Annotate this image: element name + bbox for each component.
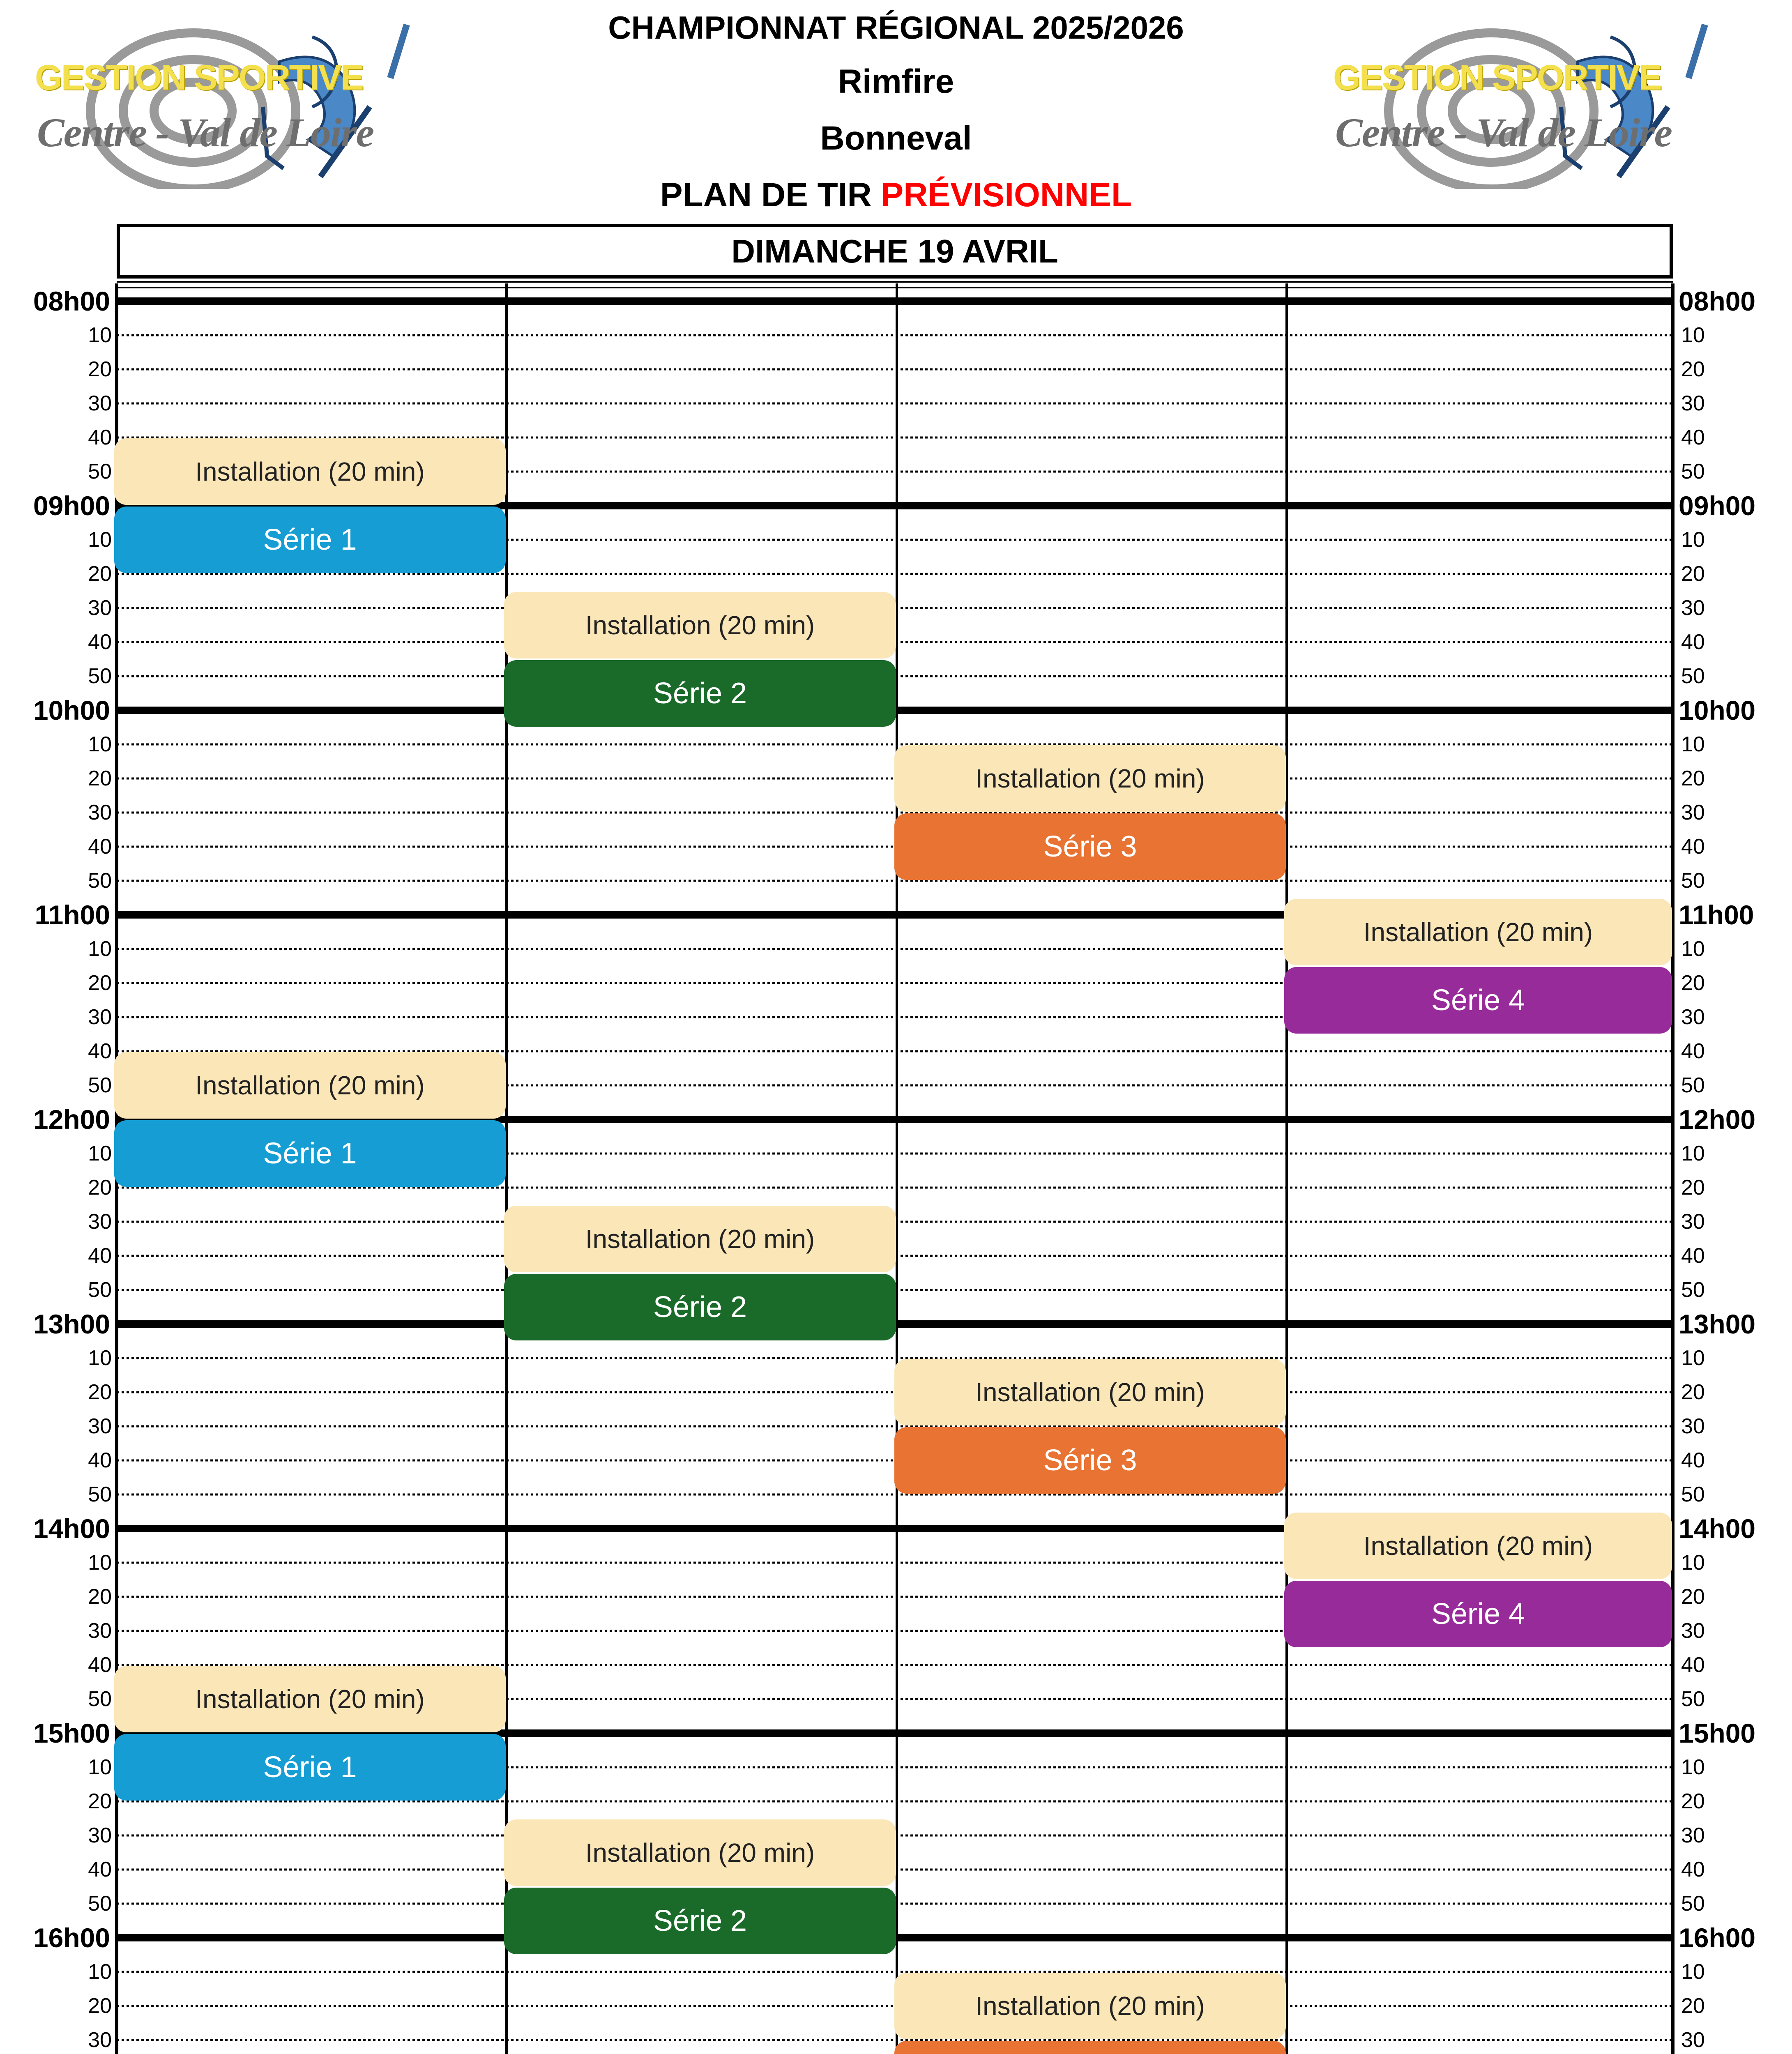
minute-label-left: 30 (88, 391, 112, 415)
serie-block: Série 2 (504, 660, 896, 727)
serie-block: Série 2 (504, 1888, 896, 1954)
logo-text-line1: GESTION SPORTIVE (35, 58, 363, 97)
minute-label-left: 20 (88, 1585, 112, 1609)
hour-label-right: 09h00 (1679, 490, 1756, 521)
logo-text-line2: Centre - Val de Loire (1335, 110, 1672, 155)
minute-label-right: 20 (1681, 1585, 1705, 1609)
minute-label-left: 20 (88, 562, 112, 586)
hour-label-left: 11h00 (35, 900, 110, 930)
minute-label-right: 20 (1681, 1380, 1705, 1404)
minute-label-left: 40 (88, 835, 112, 859)
minute-label-left: 40 (88, 426, 112, 449)
installation-block: Installation (20 min) (114, 1052, 506, 1119)
minute-label-right: 10 (1681, 1960, 1705, 1984)
minute-label-left: 50 (88, 869, 112, 893)
minute-label-right: 20 (1681, 1994, 1705, 2018)
minute-label-right: 30 (1681, 1005, 1705, 1029)
minute-label-left: 30 (88, 1824, 112, 1847)
minute-label-left: 10 (88, 937, 112, 961)
minute-label-right: 10 (1681, 528, 1705, 552)
minute-label-right: 50 (1681, 1687, 1705, 1711)
logo-text-line2: Centre - Val de Loire (37, 110, 374, 155)
minute-label-left: 30 (88, 2028, 112, 2052)
minute-label-left: 50 (88, 1892, 112, 1916)
minute-label-right: 50 (1681, 664, 1705, 688)
minute-label-left: 40 (88, 1653, 112, 1677)
serie-block: Série 1 (114, 1734, 506, 1801)
minute-label-right: 50 (1681, 1483, 1705, 1506)
minute-label-right: 20 (1681, 1176, 1705, 1200)
minute-label-right: 50 (1681, 1892, 1705, 1916)
minute-label-left: 20 (88, 357, 112, 381)
plan-title-accent: PRÉVISIONNEL (881, 176, 1132, 214)
serie-block: Série 2 (504, 1274, 896, 1340)
minute-label-right: 20 (1681, 971, 1705, 995)
serie-block: Série 1 (114, 507, 506, 573)
minute-label-left: 20 (88, 767, 112, 790)
minute-label-right: 20 (1681, 562, 1705, 586)
installation-block: Installation (20 min) (894, 1359, 1286, 1425)
minute-label-right: 50 (1681, 460, 1705, 484)
minute-label-right: 20 (1681, 1789, 1705, 1813)
hour-label-right: 16h00 (1679, 1923, 1756, 1953)
minute-label-left: 30 (88, 1210, 112, 1234)
hour-label-left: 09h00 (33, 490, 110, 521)
minute-label-left: 10 (88, 528, 112, 552)
minute-label-right: 50 (1681, 1073, 1705, 1097)
hour-label-right: 14h00 (1679, 1513, 1756, 1544)
serie-block: Série 1 (114, 1120, 506, 1187)
minute-label-left: 10 (88, 1346, 112, 1370)
minute-label-right: 40 (1681, 835, 1705, 859)
minute-label-right: 40 (1681, 1039, 1705, 1063)
minute-label-left: 50 (88, 1073, 112, 1097)
installation-block: Installation (20 min) (114, 1666, 506, 1732)
minute-label-right: 50 (1681, 1278, 1705, 1302)
minute-label-right: 10 (1681, 1142, 1705, 1165)
minute-label-right: 30 (1681, 801, 1705, 824)
day-header: DIMANCHE 19 AVRIL (117, 224, 1673, 279)
hour-label-right: 08h00 (1679, 286, 1756, 316)
hour-label-left: 16h00 (33, 1923, 110, 1953)
serie-block: Série 4 (1284, 967, 1672, 1034)
minute-label-left: 30 (88, 1619, 112, 1643)
logo-text-line1: GESTION SPORTIVE (1333, 58, 1661, 97)
minute-label-right: 20 (1681, 767, 1705, 790)
hour-label-right: 12h00 (1679, 1104, 1756, 1135)
minute-label-left: 50 (88, 460, 112, 484)
minute-label-left: 30 (88, 1005, 112, 1029)
minute-label-right: 30 (1681, 2028, 1705, 2052)
minute-label-right: 40 (1681, 630, 1705, 654)
event-discipline: Rimfire (838, 63, 954, 100)
minute-label-right: 40 (1681, 1448, 1705, 1472)
minute-label-left: 20 (88, 1176, 112, 1200)
minute-label-right: 20 (1681, 357, 1705, 381)
minute-label-left: 50 (88, 1483, 112, 1506)
hour-label-left: 14h00 (33, 1513, 110, 1544)
minute-label-right: 10 (1681, 1346, 1705, 1370)
minute-label-left: 50 (88, 1278, 112, 1302)
minute-label-left: 10 (88, 732, 112, 756)
hour-label-left: 10h00 (33, 695, 110, 725)
hour-label-left: 13h00 (33, 1309, 110, 1339)
minute-label-left: 20 (88, 971, 112, 995)
minute-label-left: 20 (88, 1380, 112, 1404)
minute-label-left: 30 (88, 1414, 112, 1438)
minute-label-right: 30 (1681, 1414, 1705, 1438)
serie-block: Série 3 (894, 1427, 1286, 1494)
installation-block: Installation (20 min) (1284, 899, 1672, 965)
plan-title-prefix: PLAN DE TIR (660, 176, 881, 214)
installation-block: Installation (20 min) (114, 438, 506, 505)
minute-label-right: 10 (1681, 1755, 1705, 1779)
minute-label-left: 10 (88, 323, 112, 347)
minute-label-left: 10 (88, 1551, 112, 1575)
minute-label-right: 30 (1681, 1210, 1705, 1234)
minute-label-left: 40 (88, 1448, 112, 1472)
hour-label-left: 12h00 (33, 1104, 110, 1135)
event-location: Bonneval (820, 120, 972, 157)
minute-label-left: 40 (88, 1858, 112, 1881)
minute-label-right: 10 (1681, 323, 1705, 347)
installation-block: Installation (20 min) (894, 745, 1286, 812)
minute-label-right: 30 (1681, 1619, 1705, 1643)
event-title: CHAMPIONNAT RÉGIONAL 2025/2026 (608, 9, 1184, 46)
serie-block: Série 3 (894, 813, 1286, 880)
minute-label-right: 10 (1681, 1551, 1705, 1575)
serie-block (894, 2041, 1286, 2054)
hour-label-right: 11h00 (1679, 900, 1754, 930)
minute-label-left: 40 (88, 1039, 112, 1063)
minute-label-right: 30 (1681, 391, 1705, 415)
minute-label-left: 40 (88, 630, 112, 654)
installation-block: Installation (20 min) (504, 592, 896, 659)
minute-label-left: 50 (88, 1687, 112, 1711)
minute-label-right: 30 (1681, 596, 1705, 620)
minute-label-left: 30 (88, 801, 112, 824)
installation-block: Installation (20 min) (894, 1973, 1286, 2039)
installation-block: Installation (20 min) (504, 1206, 896, 1272)
minute-label-left: 40 (88, 1244, 112, 1268)
installation-block: Installation (20 min) (504, 1819, 896, 1886)
hour-label-left: 15h00 (33, 1718, 110, 1748)
minute-label-right: 10 (1681, 937, 1705, 961)
minute-label-left: 10 (88, 1755, 112, 1779)
minute-label-right: 40 (1681, 1858, 1705, 1881)
minute-label-right: 30 (1681, 1824, 1705, 1847)
hour-label-right: 13h00 (1679, 1309, 1756, 1339)
minute-label-left: 10 (88, 1142, 112, 1165)
minute-label-right: 40 (1681, 1244, 1705, 1268)
minute-label-right: 50 (1681, 869, 1705, 893)
hour-label-left: 08h00 (33, 286, 110, 316)
hour-label-right: 15h00 (1679, 1718, 1756, 1748)
hour-label-right: 10h00 (1679, 695, 1756, 725)
minute-label-left: 20 (88, 1994, 112, 2018)
minute-label-right: 10 (1681, 732, 1705, 756)
minute-label-right: 40 (1681, 1653, 1705, 1677)
installation-block: Installation (20 min) (1284, 1513, 1672, 1579)
serie-block: Série 4 (1284, 1581, 1672, 1647)
minute-label-left: 20 (88, 1789, 112, 1813)
minute-label-left: 10 (88, 1960, 112, 1984)
minute-label-right: 40 (1681, 426, 1705, 449)
minute-label-left: 30 (88, 596, 112, 620)
minute-label-left: 50 (88, 664, 112, 688)
